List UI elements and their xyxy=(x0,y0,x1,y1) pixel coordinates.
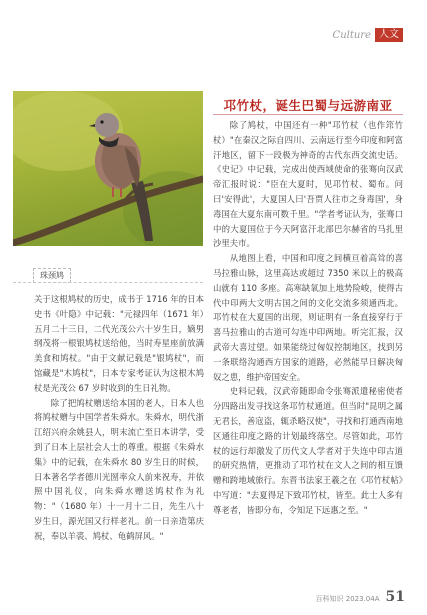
left-column xyxy=(34,292,204,544)
section-header xyxy=(333,28,403,42)
caption-divider xyxy=(13,282,203,283)
page-number: 51 xyxy=(385,589,405,605)
photo-caption: 珠颈鸠 xyxy=(33,268,71,283)
turtle-dove-illustration xyxy=(13,91,203,246)
publication-source: 百科知识 2023.04A xyxy=(315,595,380,603)
paragraph: 关于这根鸠杖的历史，成书于 1716 年的日本史书《叶隐》中记载："元禄四年（1671 年）五月二十三日，二代光茂公六十岁生日，嫡男纲茂将一根银鸠杖送给他，当时寿星座前放满美食和鸠杖。"由于文献记载是"银鸠杖"，而馆藏是"木鸠杖"，日本专家考证认为这根木鸠杖是光茂公 67 岁时收到的生日礼物。 xyxy=(34,294,204,393)
paragraph: 除了鸠杖，中国还有一种"邛竹杖（也作筇竹杖）"在秦汉之际自四川、云南远行至今印度和阿富汗地区，留下一段极为神奇的古代东西交流史话。《史记》中记载，完成出使西域使命的张骞向汉武帝汇报时说："臣在大夏时，见邛竹杖、蜀布。问曰'安得此'，大夏国人曰'吾贾人往市之身毒国'，身毒国在大夏东南可数千里。"学者考证认为，张骞口中的大夏国位于今天阿富汗北部巴尔赫省的马扎里沙里夫市。 xyxy=(213,120,403,249)
right-column xyxy=(213,118,403,518)
paragraph: 除了把鸠杖赠送给本国的老人，日本人也将鸠杖赠与中国学者朱舜水。朱舜水，明代浙江绍兴府余姚县人，明末流亡至日本讲学，受到了日本上层社会人士的尊重。根据《朱舜水集》中的记载，在朱舜水 80 岁生日的时候，日本著名学者德川光圀率众人前来祝寿，并依照中国礼仪，向朱舜水赠送鸠杖作为礼物："（1680 年）十一月十二日，先生八十岁生日，源光国又行样老礼。前一日亲造第庆祝，奉以羊裘、鸠杖、龟鹤屏风。" xyxy=(34,397,204,541)
section-label-cn: 人文 xyxy=(375,28,403,42)
title-divider xyxy=(213,114,403,115)
paragraph: 从地图上看，中国和印度之间横亘着高耸的喜马拉雅山脉，这里高达或超过 7350 米以上的极高山就有 110 多座。高寒缺氧加上地势险峻，使得古代中印两大文明古国之间的文化交流多须通西北。邛竹杖在大夏国的出现，则证明有一条直接穿行于喜马拉雅山的古道可勾连中印两地。听完汇报，汉武帝大喜过望。如果能绕过匈奴控制地区，找到另一条联络沟通西方国家的道路，必然能早日解决匈奴之患，维护帝国安全。 xyxy=(213,253,403,382)
bird-photo xyxy=(13,91,203,246)
page-footer xyxy=(316,589,405,605)
article-title: 邛竹杖，诞生巴蜀与远游南亚 xyxy=(223,98,393,113)
section-label-en: Culture xyxy=(332,29,371,41)
paragraph: 史料记载，汉武帝随即命令张骞派遣秘密使者分四路出发寻找这条邛竹杖通道。但当时"昆明之属无君长，善寇盗，辄杀略汉使"，寻找和打通西南地区通往印度之路的计划最终落空。尽管如此，邛竹杖的远行却激发了历代文人学者对于失连中印古道的研究热情，更推动了邛竹杖在文人之间的相互馈赠和跨地域旅行。东晋书法家王羲之在《邛竹杖帖》中写道："去夏得足下致邛竹杖，皆至。此士人多有尊老者，皆即分布，令知足下远惠之至。" xyxy=(213,386,403,515)
